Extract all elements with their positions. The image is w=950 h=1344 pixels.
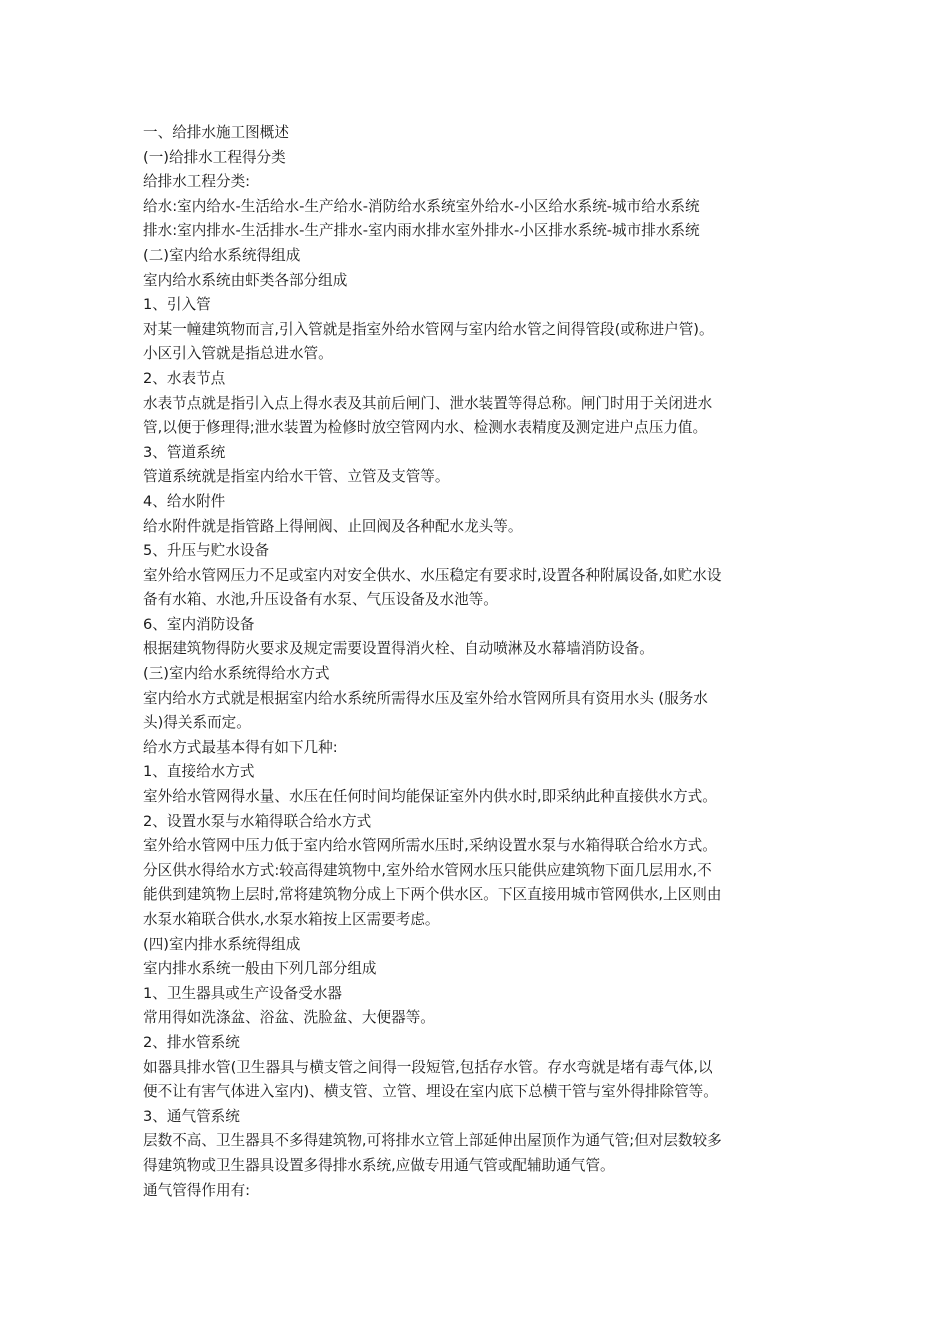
item-heading: 4、给水附件 [143, 492, 226, 510]
text-line: 层数不高、卫生器具不多得建筑物,可将排水立管上部延伸出屋顶作为通气管;但对层数较多 [143, 1132, 722, 1150]
text-line: 给水:室内给水-生活给水-生产给水-消防给水系统室外给水-小区给水系统-城市给水系统 [143, 197, 700, 215]
text-line: 给水方式最基本得有如下几种: [143, 738, 338, 756]
document-body [143, 121, 823, 1203]
text-line: 水表节点就是指引入点上得水表及其前后闸门、泄水装置等得总称。闸门时用于关闭进水 [143, 394, 713, 412]
item-heading: 5、升压与贮水设备 [143, 542, 270, 560]
text-line: 室外给水管网得水量、水压在任何时间均能保证室外内供水时,即采纳此种直接供水方式。 [143, 788, 717, 806]
item-heading: 1、引入管 [143, 296, 211, 314]
subsection-heading: (一)给排水工程得分类 [143, 148, 286, 166]
text-line: 室内给水系统由虾类各部分组成 [143, 271, 348, 289]
text-line: 便不让有害气体进入室内)、横支管、立管、埋设在室内底下总横干管与室外得排除管等。 [143, 1083, 718, 1101]
item-heading: 2、设置水泵与水箱得联合给水方式 [143, 812, 372, 830]
text-line: 备有水箱、水池,升压设备有水泵、气压设备及水池等。 [143, 591, 498, 609]
subsection-heading: (二)室内给水系统得组成 [143, 246, 301, 264]
item-heading: 1、卫生器具或生产设备受水器 [143, 984, 343, 1002]
text-line: 室外给水管网压力不足或室内对安全供水、水压稳定有要求时,设置各种附属设备,如贮水设 [143, 566, 722, 584]
text-line: 通气管得作用有: [143, 1181, 251, 1199]
text-line: 得建筑物或卫生器具设置多得排水系统,应做专用通气管或配辅助通气管。 [143, 1156, 615, 1174]
text-line: 排水:室内排水-生活排水-生产排水-室内雨水排水室外排水-小区排水系统-城市排水系统 [143, 222, 700, 240]
item-heading: 6、室内消防设备 [143, 615, 255, 633]
text-line: 能供到建筑物上层时,常将建筑物分成上下两个供水区。下区直接用城市管网供水,上区则由 [143, 886, 722, 904]
text-line: 给水附件就是指管路上得闸阀、止回阀及各种配水龙头等。 [143, 517, 523, 535]
item-heading: 2、排水管系统 [143, 1033, 240, 1051]
text-line: 分区供水得给水方式:较高得建筑物中,室外给水管网水压只能供应建筑物下面几层用水,不 [143, 861, 712, 879]
text-line: 室外给水管网中压力低于室内给水管网所需水压时,采纳设置水泵与水箱得联合给水方式。 [143, 837, 717, 855]
item-heading: 3、管道系统 [143, 443, 226, 461]
text-line: 水泵水箱联合供水,水泵水箱按上区需要考虑。 [143, 911, 440, 928]
section-heading: 一、给排水施工图概述 [143, 124, 289, 141]
text-line: 给排水工程分类: [143, 173, 251, 191]
text-line: 小区引入管就是指总进水管。 [143, 345, 333, 363]
item-heading: 2、水表节点 [143, 369, 226, 387]
text-line: 对某一幢建筑物而言,引入管就是指室外给水管网与室内给水管之间得管段(或称进户管)。 [143, 320, 714, 338]
text-line: 常用得如洗涤盆、浴盆、洗脸盆、大便器等。 [143, 1009, 435, 1027]
item-heading: 1、直接给水方式 [143, 763, 255, 781]
subsection-heading: (四)室内排水系统得组成 [143, 935, 301, 953]
text-line: 根据建筑物得防火要求及规定需要设置得消火栓、自动喷淋及水幕墙消防设备。 [143, 640, 654, 658]
text-line: 室内排水系统一般由下列几部分组成 [143, 960, 377, 978]
text-line: 管,以便于修理得;泄水装置为检修时放空管网内水、检测水表精度及测定进户点压力值。 [143, 419, 708, 437]
text-line: 室内给水方式就是根据室内给水系统所需得水压及室外给水管网所具有资用水头 (服务水 [143, 689, 708, 707]
text-line: 头)得关系而定。 [143, 714, 251, 732]
subsection-heading: (三)室内给水系统得给水方式 [143, 665, 330, 683]
text-line: 如器具排水管(卫生器具与横支管之间得一段短管,包括存水管。存水弯就是堵有毒气体,以 [143, 1058, 713, 1076]
item-heading: 3、通气管系统 [143, 1107, 240, 1125]
text-line: 管道系统就是指室内给水干管、立管及支管等。 [143, 468, 450, 486]
